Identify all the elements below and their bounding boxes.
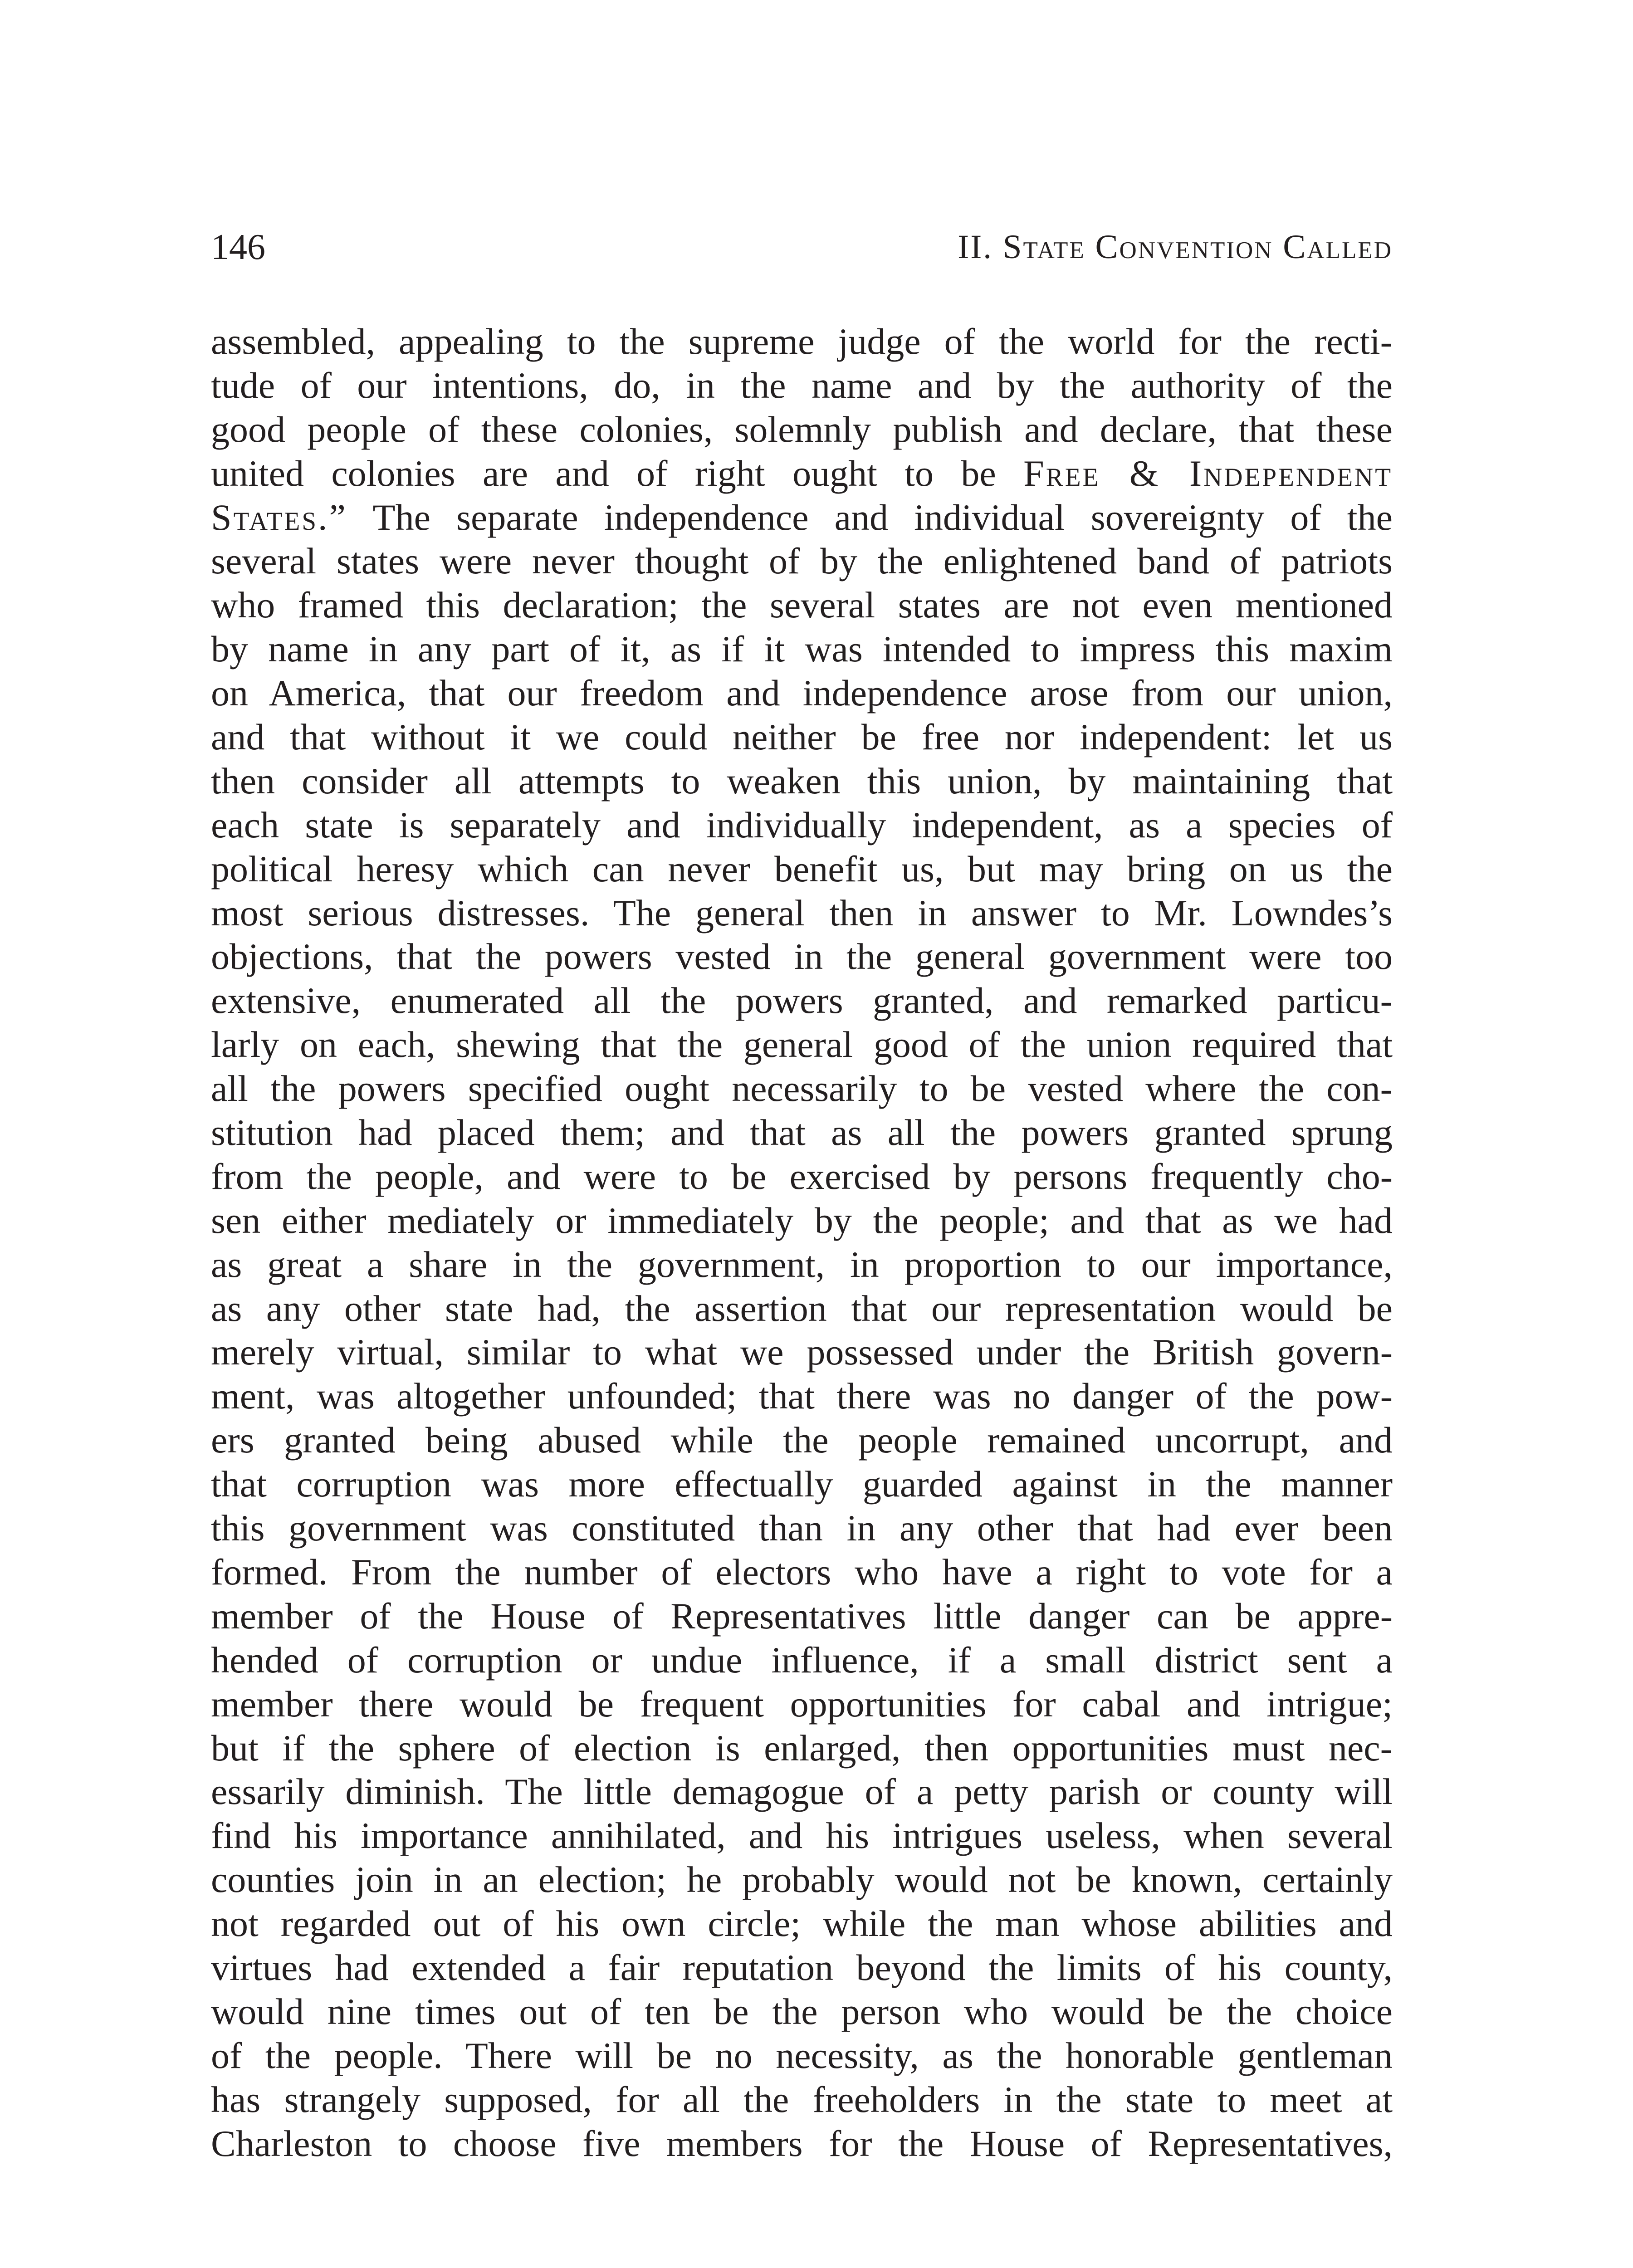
text-line: then consider all attempts to weaken this union, by maintaining that xyxy=(211,760,1393,802)
body-text xyxy=(211,320,1393,2165)
text-line: virtues had extended a fair reputation beyond the limits of his county, xyxy=(211,1946,1393,1988)
small-caps-phrase: Free & Independent xyxy=(1023,452,1393,494)
text-line: ment, was altogether unfounded; that there was no danger of the pow- xyxy=(211,1375,1393,1417)
text-line: not regarded out of his own circle; while the man whose abilities and xyxy=(211,1903,1393,1945)
text-line: Charleston to choose five members for the House of Representatives, xyxy=(211,2122,1393,2164)
text-span: united colonies are and of right ought to be xyxy=(211,452,996,494)
section-title: II. State Convention Called xyxy=(958,228,1393,266)
text-line: by name in any part of it, as if it was intended to impress this maxim xyxy=(211,628,1393,670)
text-line: most serious distresses. The general then in answer to Mr. Lowndes’s xyxy=(211,892,1393,934)
text-line: tude of our intentions, do, in the name and by the authority of the xyxy=(211,364,1393,406)
text-line: sen either mediately or immediately by the people; and that as we had xyxy=(211,1199,1393,1241)
text-line: on America, that our freedom and independence arose from our union, xyxy=(211,672,1393,714)
text-line: that corruption was more effectually guarded against in the manner xyxy=(211,1463,1393,1505)
text-line: formed. From the number of electors who have a right to vote for a xyxy=(211,1551,1393,1593)
text-line: hended of corruption or undue influence, if a small district sent a xyxy=(211,1639,1393,1681)
text-line: from the people, and were to be exercised by persons frequently cho- xyxy=(211,1155,1393,1197)
text-line: extensive, enumerated all the powers granted, and remarked particu- xyxy=(211,980,1393,1022)
text-line: but if the sphere of election is enlarged, then opportunities must nec- xyxy=(211,1727,1393,1769)
text-line: member there would be frequent opportunities for cabal and intrigue; xyxy=(211,1683,1393,1725)
text-line: member of the House of Representatives little danger can be appre- xyxy=(211,1595,1393,1637)
text-line: essarily diminish. The little demagogue of a petty parish or county will xyxy=(211,1771,1393,1813)
text-line xyxy=(211,496,1393,540)
text-line: this government was constituted than in any other that had ever been xyxy=(211,1507,1393,1549)
text-line: good people of these colonies, solemnly publish and declare, that these xyxy=(211,408,1393,450)
text-line: has strangely supposed, for all the freeholders in the state to meet at xyxy=(211,2078,1393,2120)
page-number: 146 xyxy=(211,227,265,267)
text-line: objections, that the powers vested in the general government were too xyxy=(211,936,1393,978)
text-line: several states were never thought of by the enlightened band of patriots xyxy=(211,540,1393,582)
text-line: each state is separately and individually independent, as a species of xyxy=(211,804,1393,846)
text-line: all the powers specified ought necessarily to be vested where the con- xyxy=(211,1068,1393,1110)
text-line: merely virtual, similar to what we possessed under the British govern- xyxy=(211,1331,1393,1373)
text-line: and that without it we could neither be free nor independent: let us xyxy=(211,716,1393,758)
text-line: would nine times out of ten be the person who would be the choice xyxy=(211,1990,1393,2032)
text-line: find his importance annihilated, and his intrigues useless, when several xyxy=(211,1815,1393,1857)
text-line: ers granted being abused while the people remained uncorrupt, and xyxy=(211,1419,1393,1461)
text-line: assembled, appealing to the supreme judge of the world for the recti- xyxy=(211,321,1393,362)
text-line xyxy=(211,452,1393,496)
text-line: as any other state had, the assertion that our representation would be xyxy=(211,1287,1393,1329)
text-line: who framed this declaration; the several states are not even mentioned xyxy=(211,584,1393,626)
text-line: stitution had placed them; and that as all the powers granted sprung xyxy=(211,1112,1393,1154)
text-line: as great a share in the government, in proportion to our importance, xyxy=(211,1243,1393,1285)
text-line: counties join in an election; he probably would not be known, certainly xyxy=(211,1859,1393,1901)
text-span: The separate independence and individual sovereignty of the xyxy=(372,496,1393,538)
text-line: of the people. There will be no necessity, as the honorable gentleman xyxy=(211,2034,1393,2076)
text-line: political heresy which can never benefit us, but may bring on us the xyxy=(211,848,1393,890)
running-head xyxy=(211,225,1393,270)
text-line: larly on each, shewing that the general good of the union required that xyxy=(211,1024,1393,1066)
small-caps-phrase: States.” xyxy=(211,496,347,538)
